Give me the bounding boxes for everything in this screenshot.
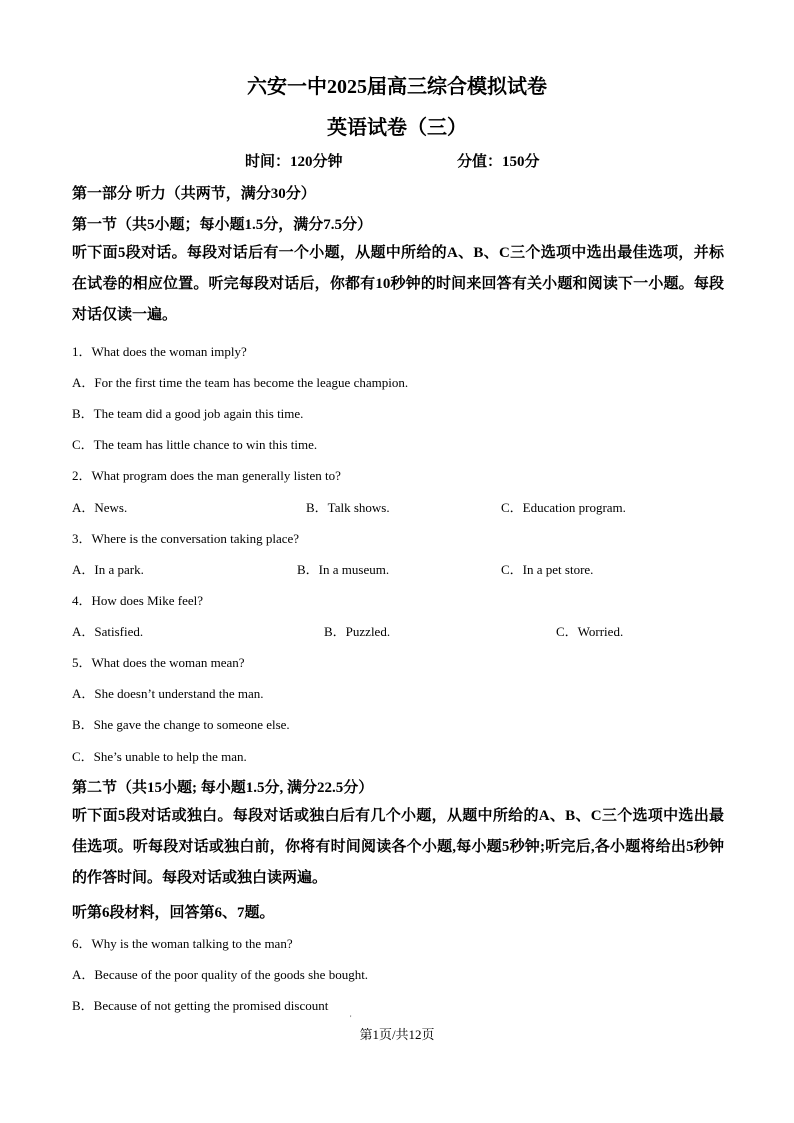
question-option: B．In a museum. [297,562,390,577]
question-option: C．In a pet store. [501,562,594,577]
exam-subtitle: 英语试卷（三） [327,117,467,139]
question-option: A．Satisfied. [72,624,144,639]
question-option: B．Talk shows. [306,500,390,515]
question-option: B．Puzzled. [324,624,391,639]
question-option: B．She gave the change to someone else. [72,717,290,732]
question-stem: 3．Where is the conversation taking place? [72,531,300,546]
material-heading: 听第6段材料，回答第6、7题。 [72,905,275,921]
question-option: A．She doesn’t understand the man. [72,686,264,701]
question-option: C．The team has little chance to win this time. [72,437,318,452]
section1-heading: 第一节（共5小题；每小题1.5分，满分7.5分） [72,217,373,233]
exam-score: 分值：150分 [457,154,540,170]
question-option: A．For the first time the team has become the league champion. [72,375,409,390]
question-stem: 6．Why is the woman talking to the man? [72,936,293,951]
question-option: A．In a park. [72,562,144,577]
question-option: A．Because of the poor quality of the goods she bought. [72,967,369,982]
question-option: B．Because of not getting the promised discount [72,998,329,1013]
part1-heading: 第一部分 听力（共两节，满分30分） [72,186,316,202]
question-option: C．She’s unable to help the man. [72,749,247,764]
question-stem: 2．What program does the man generally listen to? [72,468,341,483]
question-option: C．Worried. [556,624,624,639]
section2-instructions: 听下面5段对话或独白。每段对话或独白后有几个小题，从题中所给的A、B、C三个选项中选出最佳选项。听每段对话或独白前，你将有时间阅读各个小题,每小题5秒钟;听完后,各小题将给出5秒钟的作答时间。每段对话或独白读两遍。 [72,808,724,886]
section2-heading: 第二节（共15小题; 每小题1.5分, 满分22.5分） [72,780,374,796]
question-stem: 1．What does the woman imply? [72,344,247,359]
question-option: A．News. [72,500,128,515]
page-number: 第1页/共12页 [359,1027,435,1042]
question-stem: 5．What does the woman mean? [72,655,245,670]
exam-time: 时间：120分钟 [245,154,343,170]
exam-title: 六安一中2025届高三综合模拟试卷 [247,76,547,98]
question-option: C．Education program. [501,500,626,515]
stray-mark: , [350,1012,352,1018]
question-stem: 4．How does Mike feel? [72,593,204,608]
question-option: B．The team did a good job again this time. [72,406,304,421]
section1-instructions: 听下面5段对话。每段对话后有一个小题，从题中所给的A、B、C三个选项中选出最佳选项，并标在试卷的相应位置。听完每段对话后，你都有10秒钟的时间来回答有关小题和阅读下一小题。每段对话仅读一遍。 [72,245,724,323]
